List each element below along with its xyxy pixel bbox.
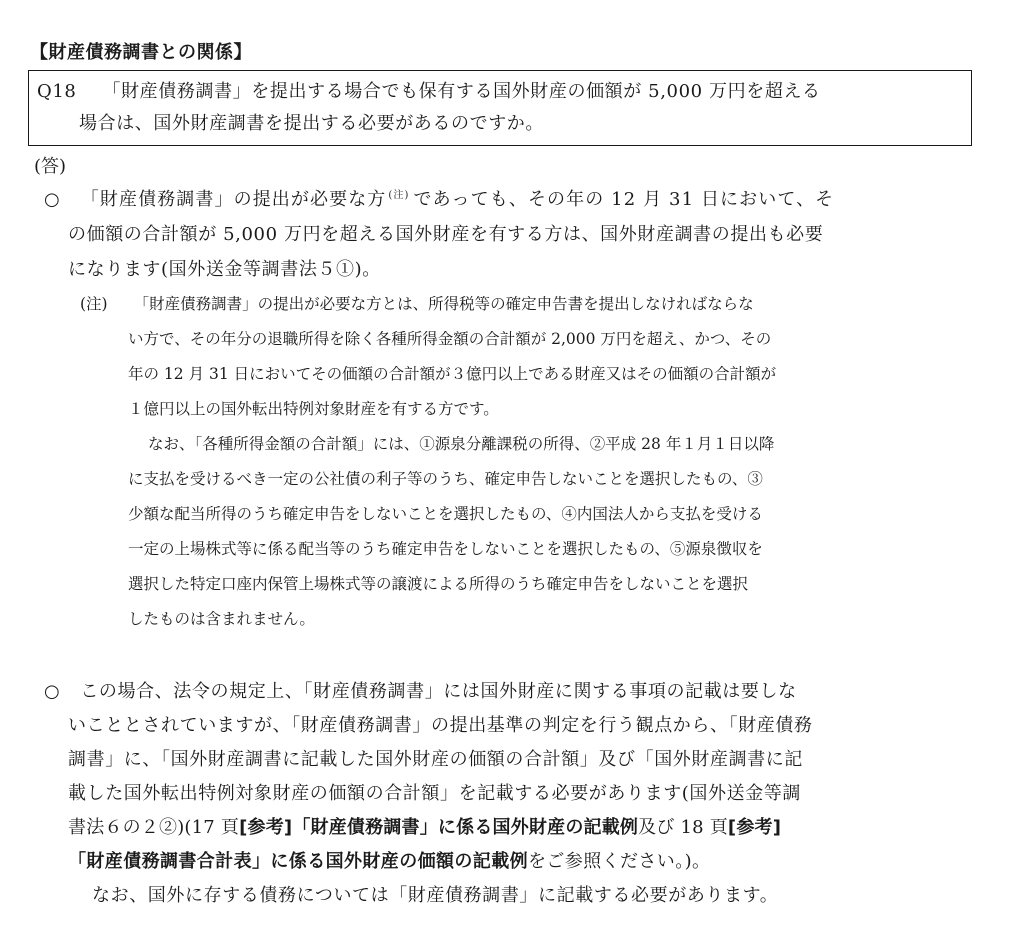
para1-line-1 — [44, 185, 834, 211]
para2-line-4: 載した国外転出特例対象財産の価額の合計額」を記載する必要があります(国外送金等調 — [68, 783, 802, 804]
question-text-1: 「財産債務調書」を提出する場合でも保有する国外財産の価額が 5,000 万円を超える — [102, 81, 821, 102]
para1-line-3: になります(国外送金等調書法５①)。 — [68, 259, 381, 280]
para1-bullet: ○ — [44, 189, 61, 210]
para2-text-5b: 及び 18 頁 — [638, 817, 728, 838]
para2-reference-label: [参考] — [727, 817, 782, 838]
para1-note-mark: (注) — [388, 190, 410, 201]
note-line-2: い方で、その年分の退職所得を除く各種所得金額の合計額が 2,000 万円を超え、かつ、その — [128, 330, 772, 348]
para2-example-ref-2: 「財産債務調書合計表」に係る国外財産の価額の記載例 — [68, 851, 528, 872]
question-number: Q18 — [37, 81, 77, 102]
note-line-7: 少額な配当所得のうち確定申告をしないことを選択したもの、④内国法人から支払を受ける — [128, 505, 763, 523]
para2-bullet: ○ — [44, 681, 61, 702]
note-line-4: １億円以上の国外転出特例対象財産を有する方です。 — [128, 400, 499, 418]
note-line-10: したものは含まれません。 — [128, 610, 315, 628]
para1-line-2: の価額の合計額が 5,000 万円を超える国外財産を有する方は、国外財産調書の提出も必要 — [68, 224, 824, 245]
question-line-1 — [37, 76, 821, 107]
question-line-2: 場合は、国外財産調書を提出する必要があるのですか。 — [79, 113, 544, 134]
para1-text-1b: であっても、その年の 12 月 31 日において、そ — [413, 189, 835, 210]
note-line-8: 一定の上場株式等に係る配当等のうち確定申告をしないことを選択したもの、⑤源泉徴収を — [128, 540, 763, 558]
para2-line-7: なお、国外に存する債務については「財産債務調書」に記載する必要があります。 — [92, 885, 779, 906]
note-line-6: に支払を受けるべき一定の公社債の利子等のうち、確定申告しないことを選択したもの、③ — [128, 470, 763, 488]
para2-example-ref-1: [参考]「財産債務調書」に係る国外財産の記載例 — [239, 817, 639, 838]
note-line-9: 選択した特定口座内保管上場株式等の譲渡による所得のうち確定申告をしないことを選択 — [128, 575, 749, 593]
para2-line-3: 調書」に、「国外財産調書に記載した国外財産の価額の合計額」及び「国外財産調書に記 — [68, 749, 803, 770]
note-line-3: 年の 12 月 31 日においてその価額の合計額が３億円以上である財産又はその価額の合計額が — [128, 365, 777, 383]
question-box — [28, 70, 972, 146]
note-line-1 — [80, 292, 754, 314]
section-heading: 【財産債務調書との関係】 — [30, 42, 252, 63]
para2-line-5 — [68, 813, 781, 839]
para2-text-5a: 書法６の２②)(17 頁 — [68, 817, 240, 838]
para2-text-6b: をご参照ください。)。 — [528, 851, 711, 872]
para2-text-1: この場合、法令の規定上、「財産債務調書」には国外財産に関する事項の記載は要しな — [80, 681, 797, 702]
para2-line-6 — [68, 847, 710, 873]
note-line-5: なお、「各種所得金額の合計額」には、①源泉分離課税の所得、②平成 28 年１月１日以降 — [148, 435, 775, 453]
para2-line-1 — [44, 677, 797, 703]
para1-text-1a: 「財産債務調書」の提出が必要な方 — [80, 189, 387, 210]
answer-label: (答) — [34, 156, 67, 177]
note-label: (注) — [80, 295, 108, 313]
para2-line-2: いこととされていますが、「財産債務調書」の提出基準の判定を行う観点から、「財産債務 — [68, 715, 813, 736]
note-text-1: 「財産債務調書」の提出が必要な方とは、所得税等の確定申告書を提出しなければならな — [133, 295, 754, 313]
